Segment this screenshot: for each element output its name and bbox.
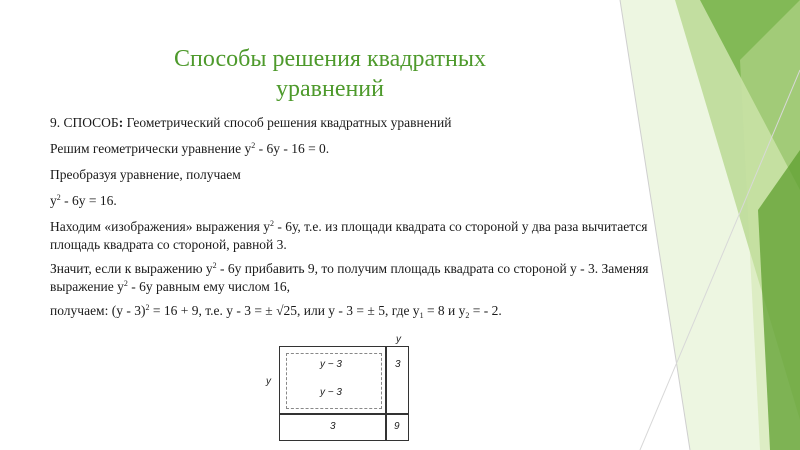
superscript: 2 xyxy=(123,279,128,288)
paragraph-equation xyxy=(50,140,662,158)
title-line-1: Способы решения квадратных xyxy=(174,46,486,72)
text-run: Решим геометрически уравнение у xyxy=(50,141,252,156)
superscript: 2 xyxy=(56,193,61,202)
title-line-2: уравнений xyxy=(275,76,384,102)
method-colon: : xyxy=(118,115,124,130)
paragraph-result xyxy=(50,192,662,210)
figure-left-label: y xyxy=(266,376,271,387)
figure-inner-top-label: y − 3 xyxy=(320,359,342,370)
figure-outer-square xyxy=(279,346,409,441)
text-run: получаем: (у - 3) xyxy=(50,303,146,318)
paragraph-solution xyxy=(50,302,662,320)
paragraph-transform: Преобразуя уравнение, получаем xyxy=(50,167,241,182)
text-run: - 6у = 16. xyxy=(60,193,117,208)
figure-bottom-right-label: 9 xyxy=(394,421,400,432)
text-run: - 6у прибавить 9, то получим площадь квадрата со стороной у - 3. Заменяя выражение у xyxy=(50,261,649,294)
text-run: Находим «изображения» выражения у xyxy=(50,219,270,234)
subscript: 2 xyxy=(465,311,470,320)
text-run: = - 2. xyxy=(469,303,502,318)
superscript: 2 xyxy=(212,261,217,270)
text-run: - 6у равным ему числом 16, xyxy=(127,279,291,294)
superscript: 2 xyxy=(269,219,274,228)
subscript: 1 xyxy=(419,311,424,320)
square-diagram xyxy=(260,334,420,450)
method-number: 9. СПОСОБ xyxy=(50,115,119,130)
figure-bottom-left-label: 3 xyxy=(330,421,336,432)
text-run: - 6у, т.е. из площади квадрата со стороной у два раза вычитается площадь квадрата со стороной, равной 3. xyxy=(50,219,648,252)
figure-vertical-divider xyxy=(385,347,387,440)
figure-top-label: y xyxy=(396,334,401,345)
text-run: у xyxy=(50,193,57,208)
paragraph-add-nine xyxy=(50,260,662,296)
method-title: Геометрический способ решения квадратных уравнений xyxy=(123,115,452,130)
slide-title xyxy=(120,44,540,104)
method-heading xyxy=(50,114,662,132)
superscript: 2 xyxy=(145,303,150,312)
paragraph-images xyxy=(50,218,662,254)
text-run: - 6у - 16 = 0. xyxy=(255,141,330,156)
slide-body xyxy=(50,114,662,320)
text-run: = 16 + 9, т.е. у - 3 = ± √25, или у - 3 = ± 5, где у xyxy=(149,303,420,318)
figure-right-top-label: 3 xyxy=(395,359,401,370)
figure-inner-mid-label: y − 3 xyxy=(320,387,342,398)
text-run: Значит, если к выражению у xyxy=(50,261,213,276)
superscript: 2 xyxy=(251,141,256,150)
figure-horizontal-divider xyxy=(280,413,408,415)
text-run: = 8 и у xyxy=(423,303,466,318)
